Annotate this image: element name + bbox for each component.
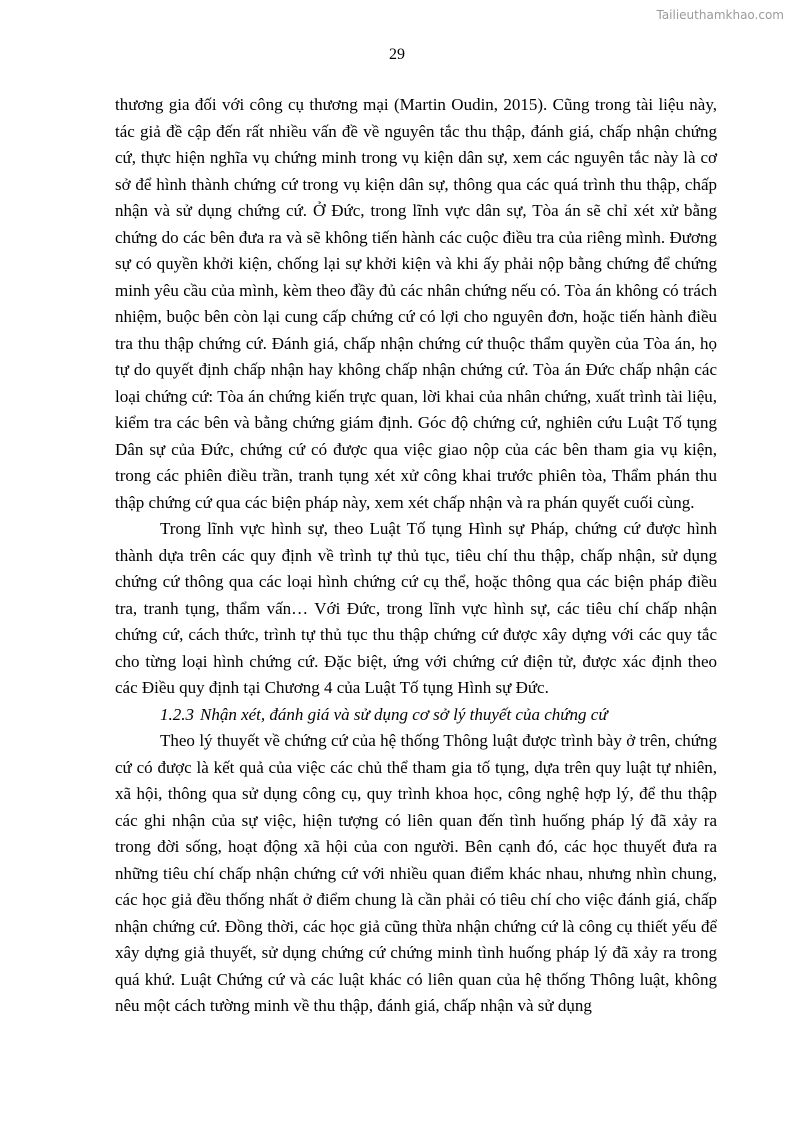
section-number: 1.2.3 <box>160 704 194 724</box>
section-title: Nhận xét, đánh giá và sử dụng cơ sở lý thuyết của chứng cứ <box>200 704 608 724</box>
paragraph-continuation: thương gia đối với công cụ thương mại (Martin Oudin, 2015). Cũng trong tài liệu này, tác giả đề cập đến rất nhiều vấn đề về nguyên tắc thu thập, đánh giá, chấp nhận chứng cứ, thực hiện nghĩa vụ chứng minh trong vụ kiện dân sự, xem các nguyên tắc này là cơ sở để hình thành chứng cứ trong vụ kiện dân sự, thông qua các quá trình thu thập, chấp nhận và sử dụng chứng cứ. Ở Đức, trong lĩnh vực dân sự, Tòa án sẽ chỉ xét xử bằng chứng do các bên đưa ra và sẽ không tiến hành các cuộc điều tra của riêng mình. Đương sự có quyền khởi kiện, chống lại sự khởi kiện và khi ấy phải nộp bằng chứng để chứng minh yêu cầu của mình, kèm theo đầy đủ các nhân chứng nếu có. Tòa án không có trách nhiệm, buộc bên còn lại cung cấp chứng cứ có lợi cho nguyên đơn, hoặc tiến hành điều tra thu thập chứng cứ. Đánh giá, chấp nhận chứng cứ thuộc thẩm quyền của Tòa án, họ tự do quyết định chấp nhận hay không chấp nhận chứng cứ. Tòa án Đức chấp nhận các loại chứng cứ: Tòa án chứng kiến trực quan, lời khai của nhân chứng, xuất trình tài liệu, kiểm tra các bên và bằng chứng giám định. Góc độ chứng cứ, nghiên cứu Luật Tố tụng Dân sự của Đức, chứng cứ có được qua việc giao nộp của các bên tham gia vụ kiện, trong các phiên điều trần, tranh tụng xét xử công khai trước phiên tòa, Thẩm phán thu thập chứng cứ qua các biện pháp này, xem xét chấp nhận và ra phán quyết cuối cùng. <box>115 95 717 512</box>
paragraph-criminal-law: Trong lĩnh vực hình sự, theo Luật Tố tụng Hình sự Pháp, chứng cứ được hình thành dựa trên các quy định về trình tự thủ tục, tiêu chí thu thập, chấp nhận, sử dụng chứng cứ thông qua các loại hình chứng cứ cụ thể, hoặc thông qua các biện pháp điều tra, tranh tụng, thẩm vấn… Với Đức, trong lĩnh vực hình sự, các tiêu chí chấp nhận chứng cứ, cách thức, trình tự thủ tục thu thập chứng cứ được xây dựng với các quy tắc cho từng loại hình chứng cứ. Đặc biệt, ứng với chứng cứ điện tử, được xác định theo các Điều quy định tại Chương 4 của Luật Tố tụng Hình sự Đức. <box>115 519 717 697</box>
watermark: Tailieuthamkhao.com <box>656 8 784 22</box>
document-body <box>115 92 717 1020</box>
paragraph-theory-remarks: Theo lý thuyết về chứng cứ của hệ thống Thông luật được trình bày ở trên, chứng cứ có được là kết quả của việc các chủ thể tham gia tố tụng, dựa trên quy luật tự nhiên, xã hội, thông qua sử dụng công cụ, quy trình khoa học, công nghệ hợp lý, để thu thập các ghi nhận của sự việc, hiện tượng có liên quan đến tình huống pháp lý đã xảy ra trong đời sống, hoạt động xã hội của con người. Bên cạnh đó, các học thuyết đưa ra những tiêu chí chấp nhận chứng cứ với nhiều quan điểm khác nhau, nhưng nhìn chung, các học giả đều thống nhất ở điểm chung là cần phải có tiêu chí cho việc đánh giá, chấp nhận chứng cứ. Đồng thời, các học giả cũng thừa nhận chứng cứ là công cụ thiết yếu để xây dựng giả thuyết, sử dụng chứng cứ chứng minh tình huống pháp lý đã xảy ra trong quá khứ. Luật Chứng cứ và các luật khác có liên quan của hệ thống Thông luật, không nêu một cách tường minh về thu thập, đánh giá, chấp nhận và sử dụng <box>115 731 717 1015</box>
section-heading <box>115 702 717 729</box>
page-number: 29 <box>389 46 405 63</box>
